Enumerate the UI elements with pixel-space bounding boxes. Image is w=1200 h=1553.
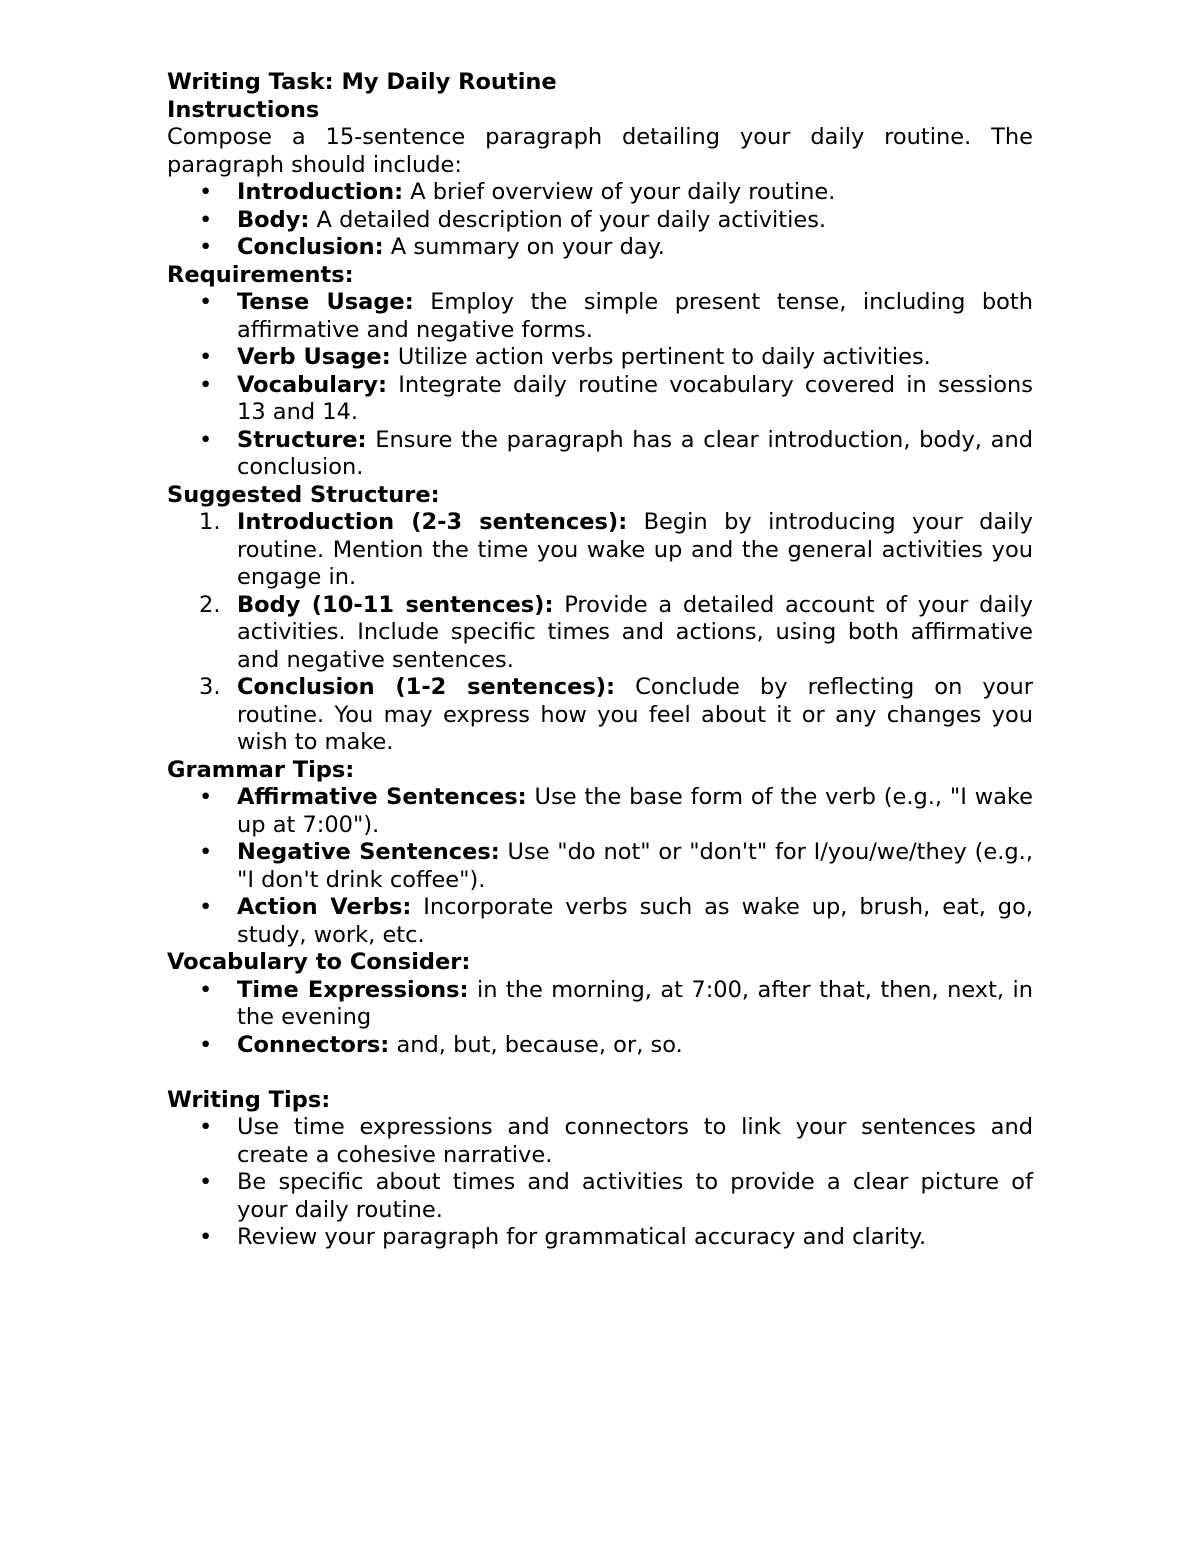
document-page [167,69,1033,1252]
instructions-heading: Instructions [167,96,320,123]
bullet-icon: • [199,371,213,398]
item-text: Be specific about times and activities to provide a clear picture of your daily routine. [237,1169,1033,1223]
item-text: Employ the simple present tense, including both affirmative and negative forms. [237,289,1033,343]
list-item [167,509,1033,592]
item-term: Affirmative Sentences: [237,784,527,810]
item-term: Verb Usage: [237,344,391,370]
list-item [167,894,1033,949]
bullet-icon: • [199,894,213,920]
item-text: Incorporate verbs such as wake up, brush, eat, go, study, work, etc. [237,894,1033,948]
item-term: Vocabulary: [237,371,387,398]
list-item [167,179,1033,207]
item-term: Time Expressions: [237,976,469,1003]
item-text: Ensure the paragraph has a clear introduction, body, and conclusion. [237,426,1033,480]
item-text: Integrate daily routine vocabulary covered in sessions 13 and 14. [237,371,1034,425]
item-text: A detailed description of your daily activities. [316,206,827,233]
bullet-icon: • [199,784,213,810]
bullet-icon: • [199,289,213,315]
list-item [167,207,1033,235]
instructions-text: Compose a 15-sentence paragraph detailing your daily routine. The paragraph should include: [167,124,1033,178]
item-term: Connectors: [237,1031,390,1058]
list-item [167,372,1033,427]
list-item [167,234,1033,262]
bullet-icon: • [199,426,213,453]
bullet-icon: • [199,234,213,260]
item-term: Action Verbs: [237,894,412,920]
suggested-structure-list [167,509,1033,757]
item-term: Structure: [237,426,367,453]
item-text: in the morning, at 7:00, after that, then, next, in the evening [237,976,1033,1030]
list-item [167,674,1033,757]
bullet-icon: • [199,976,213,1003]
bullet-icon: • [199,179,213,205]
requirements-heading: Requirements: [167,261,354,288]
item-term: Introduction: [237,179,404,205]
item-text: Review your paragraph for grammatical accuracy and clarity. [237,1224,927,1250]
vocabulary-heading: Vocabulary to Consider: [167,949,471,975]
suggested-structure-heading: Suggested Structure: [167,481,440,508]
list-item [167,839,1033,894]
item-term: Tense Usage: [237,289,414,315]
list-item [167,427,1033,482]
bullet-icon: • [199,1224,213,1250]
item-term: Negative Sentences: [237,839,500,865]
item-text: Begin by introducing your daily routine. Mention the time you wake up and the general activities you engage in. [237,509,1033,590]
item-number: 1. [199,509,221,535]
item-text: A brief overview of your daily routine. [410,179,836,205]
vocabulary-list [167,977,1033,1060]
item-text: Conclude by reflecting on your routine. You may express how you feel about it or any changes you wish to make. [237,674,1033,755]
item-text: Use time expressions and connectors to link your sentences and create a cohesive narrative. [237,1114,1033,1168]
bullet-icon: • [199,1031,213,1058]
grammar-tips-list [167,784,1033,949]
item-number: 3. [199,674,221,700]
item-text: Provide a detailed account of your daily activities. Include specific times and actions, using both affirmative and negative sentences. [237,591,1033,673]
item-term: Body: [237,206,310,233]
bullet-icon: • [199,344,213,370]
item-term: Introduction (2-3 sentences): [237,509,628,535]
writing-tips-list [167,1114,1033,1252]
item-text: A summary on your day. [390,234,665,260]
item-text: Use "do not" or "don't" for I/you/we/they (e.g., "I don't drink coffee"). [237,839,1033,893]
list-item [167,1169,1033,1224]
item-text: Utilize action verbs pertinent to daily activities. [397,344,931,370]
list-item [167,592,1033,675]
bullet-icon: • [199,1114,213,1140]
blank-line [167,1059,1033,1087]
list-item [167,344,1033,372]
list-item [167,1114,1033,1169]
item-term: Conclusion: [237,234,384,260]
instructions-list [167,179,1033,262]
document-title: Writing Task: My Daily Routine [167,69,557,95]
item-text: and, but, because, or, so. [396,1031,683,1058]
item-text: Use the base form of the verb (e.g., "I wake up at 7:00"). [237,784,1033,838]
item-number: 2. [199,591,221,618]
list-item [167,289,1033,344]
bullet-icon: • [199,206,213,233]
writing-tips-heading: Writing Tips: [167,1086,331,1113]
list-item [167,977,1033,1032]
item-term: Body (10-11 sentences): [237,591,554,618]
bullet-icon: • [199,1169,213,1195]
list-item [167,1224,1033,1252]
item-term: Conclusion (1-2 sentences): [237,674,616,700]
grammar-tips-heading: Grammar Tips: [167,756,355,783]
bullet-icon: • [199,839,213,865]
list-item [167,784,1033,839]
list-item [167,1032,1033,1060]
requirements-list [167,289,1033,482]
